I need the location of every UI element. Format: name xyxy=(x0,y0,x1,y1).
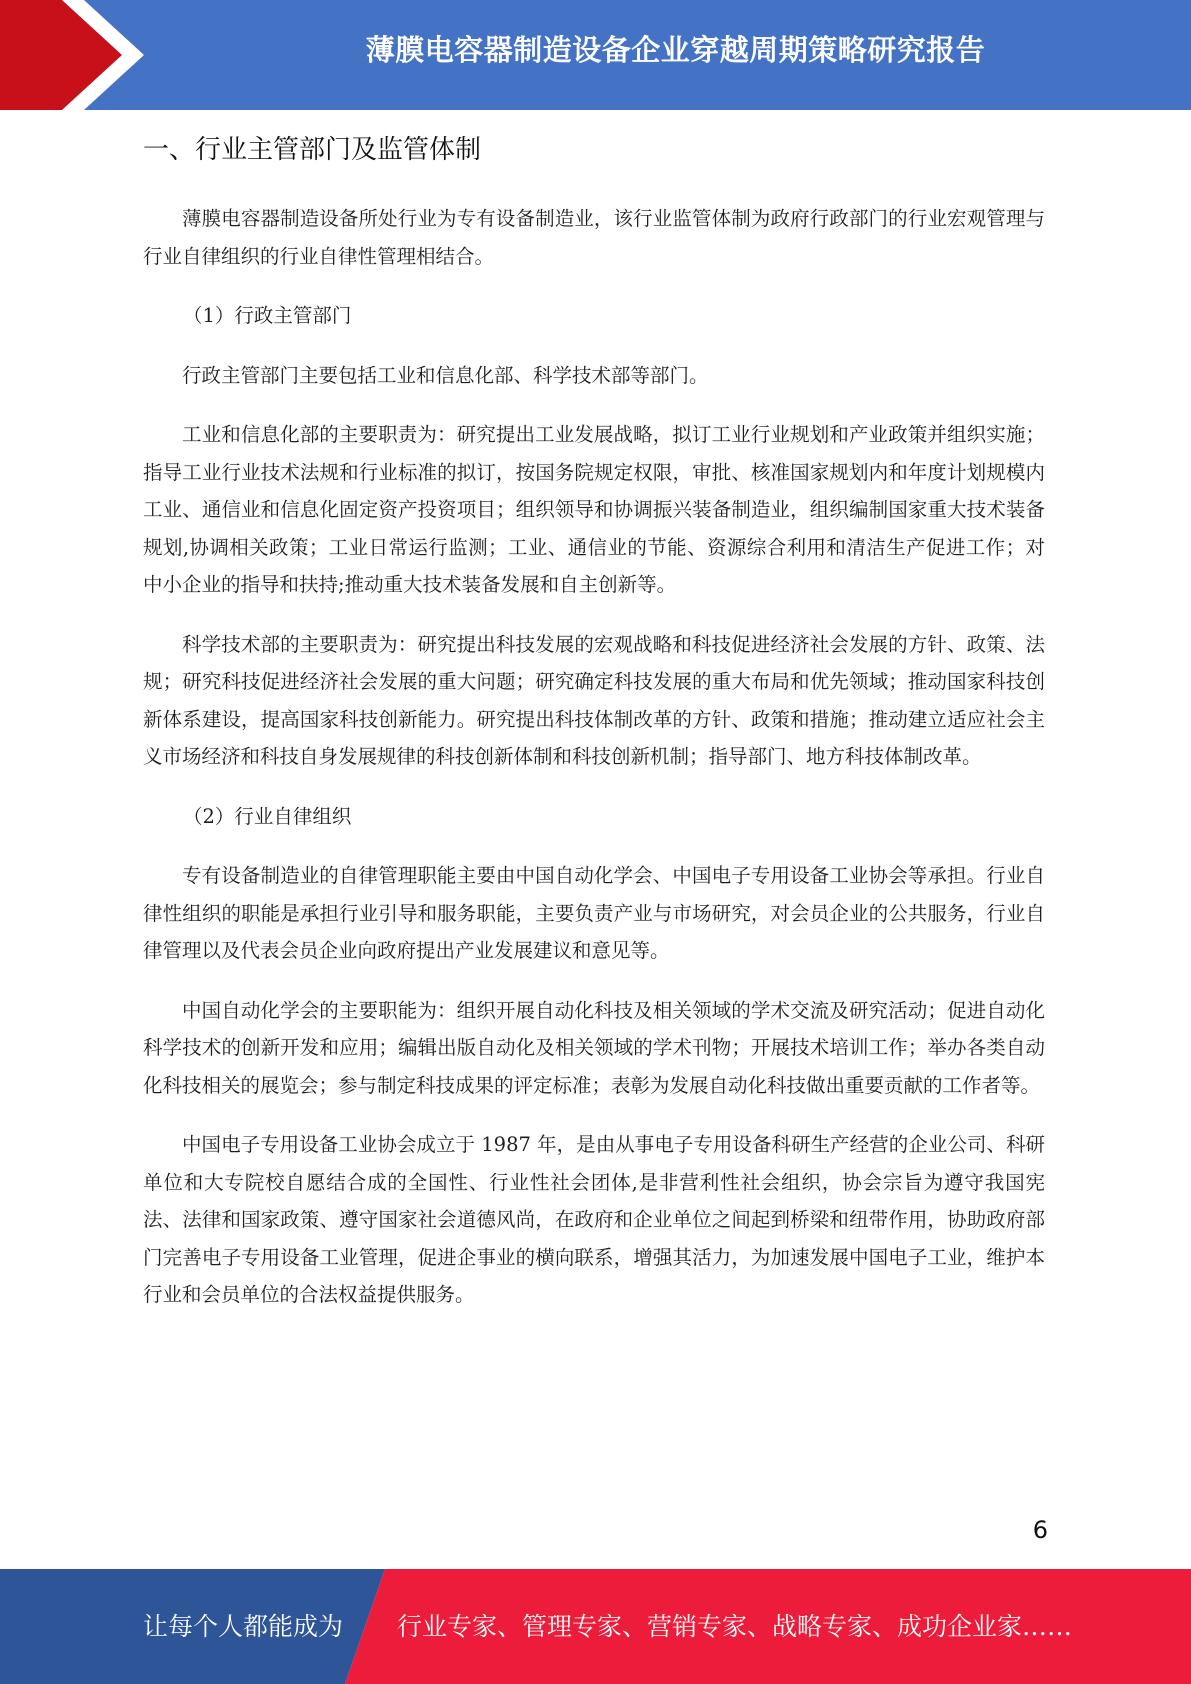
page-number: 6 xyxy=(1032,1516,1048,1544)
footer-slogan-left: 让每个人都能成为 xyxy=(143,1612,344,1641)
header-banner xyxy=(0,0,1191,110)
report-title: 薄膜电容器制造设备企业穿越周期策略研究报告 xyxy=(365,33,986,67)
section-heading: 一、行业主管部门及监管体制 xyxy=(143,135,482,165)
paragraph-miit-duties: 工业和信息化部的主要职责为：研究提出工业发展战略，拟订工业行业规划和产业政策并组织实施；指导工业行业技术法规和行业标准的拟订，按国务院规定权限，审批、核准国家规划内和年度计划规模内工业、通信业和信息化固定资产投资项目；组织领导和协调振兴装备制造业，组织编制国家重大技术装备规划,协调相关政策；工业日常运行监测；工业、通信业的节能、资源综合利用和清洁生产促进工作；对中小企业的指导和扶持;推动重大技术装备发展和自主创新等。 xyxy=(143,423,1045,596)
footer-banner xyxy=(0,1569,1191,1684)
subheading-self-regulatory-org: （2）行业自律组织 xyxy=(183,804,352,828)
paragraph-admin-departments: 行政主管部门主要包括工业和信息化部、科学技术部等部门。 xyxy=(182,363,709,387)
header-chevron-decoration xyxy=(0,0,160,110)
footer-slogan-right: 行业专家、管理专家、营销专家、战略专家、成功企业家…… xyxy=(397,1612,1073,1641)
paragraph-self-regulation: 专有设备制造业的自律管理职能主要由中国自动化学会、中国电子专用设备工业协会等承担。行业自律性组织的职能是承担行业引导和服务职能，主要负责产业与市场研究，对会员企业的公共服务，行业自律管理以及代表会员企业向政府提出产业发展建议和意见等。 xyxy=(143,864,1045,962)
paragraph-intro: 薄膜电容器制造设备所处行业为专有设备制造业，该行业监管体制为政府行政部门的行业宏观管理与行业自律组织的行业自律性管理相结合。 xyxy=(143,207,1045,268)
paragraph-cepea-intro: 中国电子专用设备工业协会成立于 1987 年，是由从事电子专用设备科研生产经营的企业公司、科研单位和大专院校自愿结合成的全国性、行业性社会团体,是非营利性社会组织，协会宗旨为遵守我国宪法、法律和国家政策、遵守国家社会道德风尚，在政府和企业单位之间起到桥梁和纽带作用，协助政府部门完善电子专用设备工业管理，促进企事业的横向联系，增强其活力，为加速发展中国电子工业，维护本行业和会员单位的合法权益提供服务。 xyxy=(143,1133,1045,1306)
main-content xyxy=(143,130,1045,1336)
paragraph-most-duties: 科学技术部的主要职责为：研究提出科技发展的宏观战略和科技促进经济社会发展的方针、政策、法规；研究科技促进经济社会发展的重大问题；研究确定科技发展的重大布局和优先领域；推动国家科技创新体系建设，提高国家科技创新能力。研究提出科技体制改革的方针、政策和措施；推动建立适应社会主义市场经济和科技自身发展规律的科技创新体制和科技创新机制；指导部门、地方科技体制改革。 xyxy=(143,632,1045,768)
paragraph-caa-duties: 中国自动化学会的主要职能为：组织开展自动化科技及相关领域的学术交流及研究活动；促进自动化科学技术的创新开发和应用；编辑出版自动化及相关领域的学术刊物；开展技术培训工作；举办各类自动化科技相关的展览会；参与制定科技成果的评定标准；表彰为发展自动化科技做出重要贡献的工作者等。 xyxy=(143,998,1045,1097)
subheading-admin-department: （1）行政主管部门 xyxy=(183,304,352,327)
